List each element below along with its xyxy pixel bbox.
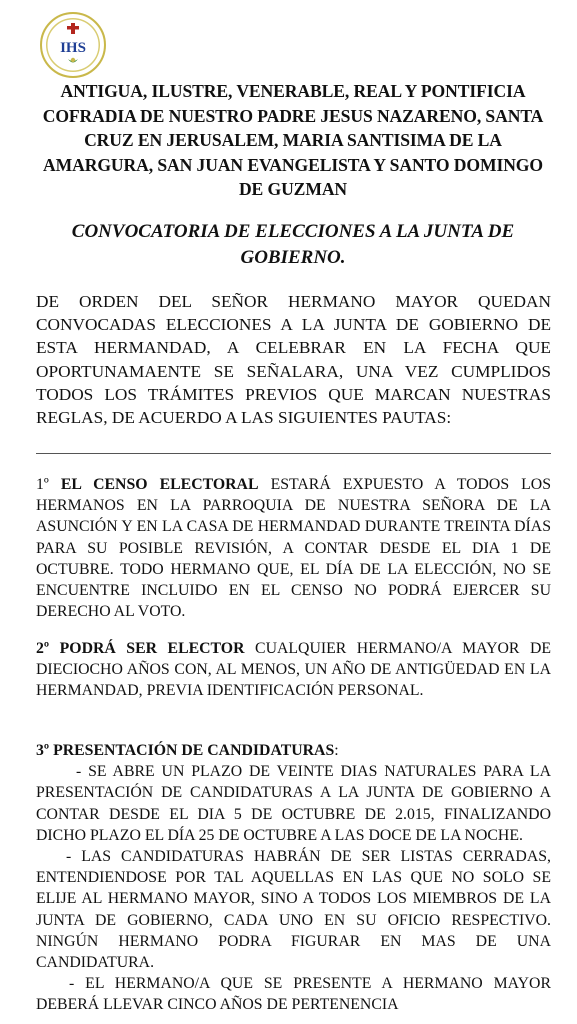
section-3-colon: : xyxy=(334,742,339,759)
section-divider xyxy=(36,453,551,454)
section-1-census xyxy=(36,474,551,622)
section-3-item-1: - SE ABRE UN PLAZO DE VEINTE DIAS NATURALES PARA LA PRESENTACIÓN DE CANDIDATURAS A LA JUNTA DE GOBIERNO A CONTAR DESDE EL DIA 5 DE OCTUBRE DE 2.015, FINALIZANDO DICHO PLAZO EL DÍA 25 DE OCTUBRE A LAS DOCE DE LA NOCHE. xyxy=(36,763,551,844)
section-3-number: 3º xyxy=(36,742,50,759)
section-2-number: 2º xyxy=(36,640,50,657)
section-2-heading: PODRÁ SER ELECTOR xyxy=(59,640,245,657)
section-3-heading: PRESENTACIÓN DE CANDIDATURAS xyxy=(53,742,335,759)
section-3-item-2: - LAS CANDIDATURAS HABRÁN DE SER LISTAS CERRADAS, ENTENDIENDOSE POR TAL AQUELLAS EN LAS QUE NO SOLO SE ELIJE AL HERMANO MAYOR, SINO A TODOS LOS MIEMBROS DE LA JUNTA DE GOBIERNO, CADA UNO EN SU OFICIO RESPECTIVO. NINGÚN HERMANO PODRA FIGURAR EN MAS DE UNA CANDIDATURA. xyxy=(36,848,551,972)
section-3-item-3: - EL HERMANO/A QUE SE PRESENTE A HERMANO MAYOR DEBERÁ LLEVAR CINCO AÑOS DE PERTENENCIA xyxy=(36,975,551,1014)
section-2-elector xyxy=(36,638,551,702)
section-3-heading-line xyxy=(36,740,551,761)
seal-emblem-icon xyxy=(42,14,104,76)
intro-paragraph: DE ORDEN DEL SEÑOR HERMANO MAYOR QUEDAN CONVOCADAS ELECCIONES A LA JUNTA DE GOBIERNO DE ESTA HERMANDAD, A CELEBRAR EN LA FECHA QUE OPORTUNAMAENTE SE SEÑALARA, UNA VEZ CUMPLIDOS TODOS LOS TRÁMITES PREVIOS QUE MARCAN NUESTRAS REGLAS, DE ACUERDO A LAS SIGUIENTES PAUTAS: xyxy=(36,292,551,428)
section-1-heading: EL CENSO ELECTORAL xyxy=(60,476,259,493)
section-1-text: ESTARÁ EXPUESTO A TODOS LOS HERMANOS EN LA PARROQUIA DE NUESTRA SEÑORA DE LA ASUNCIÓN Y EN LA CASA DE HERMANDAD DURANTE TREINTA DÍAS PARA SU POSIBLE REVISIÓN, A CONTAR DESDE EL DIA 1 DE OCTUBRE. TODO HERMANO QUE, EL DÍA DE LA ELECCIÓN, NO SE ENCUENTRE INCLUIDO EN EL CENSO NO PODRÁ EJERCER SU DERECHO AL VOTO. xyxy=(36,476,551,621)
seal-monogram: IHS xyxy=(60,40,86,56)
section-1-number: 1º xyxy=(36,476,49,493)
section-3-candidacies xyxy=(36,740,551,1016)
brotherhood-name-title: ANTIGUA, ILUSTRE, VENERABLE, REAL Y PONTIFICIA COFRADIA DE NUESTRO PADRE JESUS NAZARENO, SANTA CRUZ EN JERUSALEM, MARIA SANTISIMA DE LA AMARGURA, SAN JUAN EVANGELISTA Y SANTO DOMINGO DE GUZMAN xyxy=(42,81,544,199)
section-2-text: CUALQUIER HERMANO/A MAYOR DE DIECIOCHO AÑOS CON, AL MENOS, UN AÑO DE ANTIGÜEDAD EN LA HERMANDAD, PREVIA IDENTIFICACIÓN PERSONAL. xyxy=(36,640,552,700)
document-subtitle: CONVOCATORIA DE ELECCIONES A LA JUNTA DE GOBIERNO. xyxy=(71,221,515,268)
brotherhood-seal xyxy=(40,12,106,78)
